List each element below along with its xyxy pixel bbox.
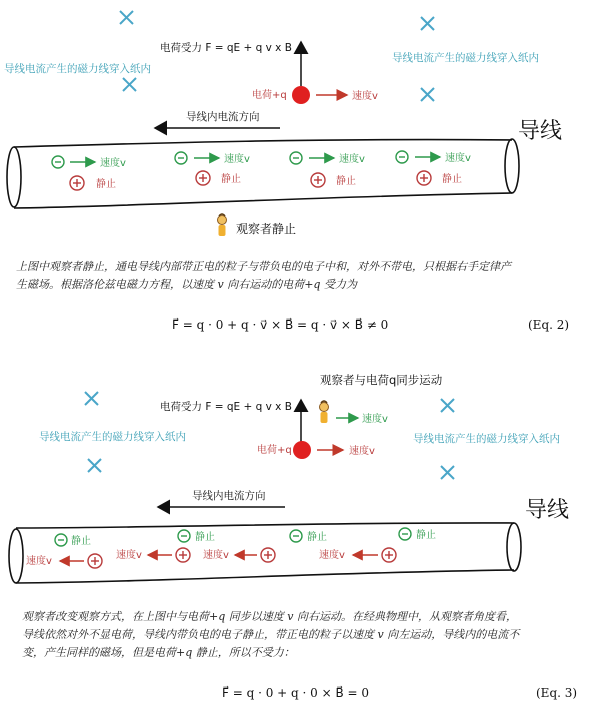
observer-label: 观察者静止	[236, 222, 297, 236]
panel-2-diagram	[0, 362, 600, 592]
electron-group-4	[396, 151, 471, 185]
electron-icon	[290, 152, 302, 164]
moving-observer-label: 观察者与电荷q同步运动	[320, 373, 443, 387]
electron-static-label: 静止	[416, 530, 436, 541]
charge-velocity-label: 速度v	[352, 91, 378, 102]
caption-1	[16, 258, 596, 294]
caption-2-line-3: 变，产生同样的磁场，但是电荷+q 静止，所以不受力：	[22, 646, 295, 659]
force-label: 电荷受力 F = qE + q v x B	[160, 401, 292, 413]
field-cross-icon	[123, 78, 136, 91]
caption-2	[22, 608, 596, 662]
force-label: 电荷受力 F = qE + q v x B	[160, 42, 292, 54]
charge-velocity-label: 速度v	[349, 446, 375, 457]
observer-velocity-label: 速度v	[362, 414, 388, 425]
proton-velocity-label: 速度v	[116, 550, 142, 561]
caption-1-line-1: 上图中观察者静止，通电导线内部带正电的粒子与带负电的电子中和，对外不带电，只根据右手定律产	[16, 260, 511, 273]
proton-icon	[176, 548, 190, 562]
proton-velocity-label: 速度v	[319, 550, 345, 561]
electron-velocity-label: 速度v	[224, 154, 250, 165]
field-cross-icon	[120, 11, 133, 24]
current-label: 导线内电流方向	[192, 490, 266, 502]
proton-icon	[70, 176, 84, 190]
proton-static-label: 静止	[221, 174, 241, 185]
proton-icon	[417, 171, 431, 185]
electron-group-4	[319, 528, 436, 562]
proton-velocity-label: 速度v	[26, 556, 52, 567]
proton-velocity-label: 速度v	[203, 550, 229, 561]
field-label-left: 导线电流产生的磁力线穿入纸内	[4, 63, 151, 75]
electron-static-label: 静止	[195, 532, 215, 543]
field-cross-icon	[85, 392, 98, 405]
electron-icon	[178, 530, 190, 542]
field-cross-icon	[441, 399, 454, 412]
electron-group-3	[290, 152, 365, 187]
electron-icon	[396, 151, 408, 163]
current-label: 导线内电流方向	[186, 111, 260, 123]
electron-icon	[290, 530, 302, 542]
electron-icon	[55, 534, 67, 546]
charge-particle	[293, 441, 311, 459]
proton-icon	[196, 171, 210, 185]
equation-3-tag: (Eq. 3)	[536, 686, 578, 700]
electron-group-2	[175, 152, 250, 185]
charge-label: 电荷+q	[252, 90, 287, 101]
wire-tube	[9, 523, 521, 583]
observer-icon	[218, 214, 227, 236]
caption-2-line-1: 观察者改变观察方式，在上图中与电荷+q 同步以速度 v 向右运动。在经典物理中，从观察者角度看，	[22, 610, 517, 623]
electron-group-1	[26, 534, 102, 568]
proton-static-label: 静止	[96, 179, 116, 190]
charge-label: 电荷+q	[257, 445, 292, 456]
charge-particle	[292, 86, 310, 104]
caption-1-line-2: 生磁场。根据洛伦兹电磁力方程，以速度 v 向右运动的电荷+q 受力为	[16, 278, 357, 291]
field-label-left: 导线电流产生的磁力线穿入纸内	[39, 431, 186, 443]
proton-static-label: 静止	[336, 176, 356, 187]
proton-icon	[382, 548, 396, 562]
electron-static-label: 静止	[71, 536, 91, 547]
field-cross-icon	[421, 88, 434, 101]
wire-label: 导线	[518, 119, 563, 144]
electron-group-1	[52, 156, 126, 190]
field-label-right: 导线电流产生的磁力线穿入纸内	[392, 52, 539, 64]
observer-icon	[320, 401, 329, 423]
field-cross-icon	[441, 466, 454, 479]
panel-1-diagram	[0, 0, 600, 245]
field-label-right: 导线电流产生的磁力线穿入纸内	[413, 433, 560, 445]
electron-icon	[399, 528, 411, 540]
equation-3: F⃗ = q · 0 + q · 0 × B⃗ = 0	[222, 686, 370, 700]
electron-velocity-label: 速度v	[100, 158, 126, 169]
electron-icon	[52, 156, 64, 168]
electron-group-3	[203, 530, 327, 562]
electron-velocity-label: 速度v	[339, 154, 365, 165]
caption-2-line-2: 导线依然对外不显电荷，导线内带负电的电子静止，带正电的粒子以速度 v 向左运动，导线内的电流不	[22, 628, 520, 641]
equation-2: F⃗ = q · 0 + q · v⃗ × B⃗ = q · v⃗ × B⃗ ≠ 0	[172, 318, 389, 332]
wire-label: 导线	[525, 498, 570, 523]
proton-static-label: 静止	[442, 174, 462, 185]
equation-2-tag: (Eq. 2)	[528, 318, 570, 332]
field-cross-icon	[88, 459, 101, 472]
electron-icon	[175, 152, 187, 164]
electron-velocity-label: 速度v	[445, 153, 471, 164]
field-cross-icon	[421, 17, 434, 30]
proton-icon	[261, 548, 275, 562]
electron-group-2	[116, 530, 215, 562]
electron-static-label: 静止	[307, 532, 327, 543]
proton-icon	[88, 554, 102, 568]
proton-icon	[311, 173, 325, 187]
